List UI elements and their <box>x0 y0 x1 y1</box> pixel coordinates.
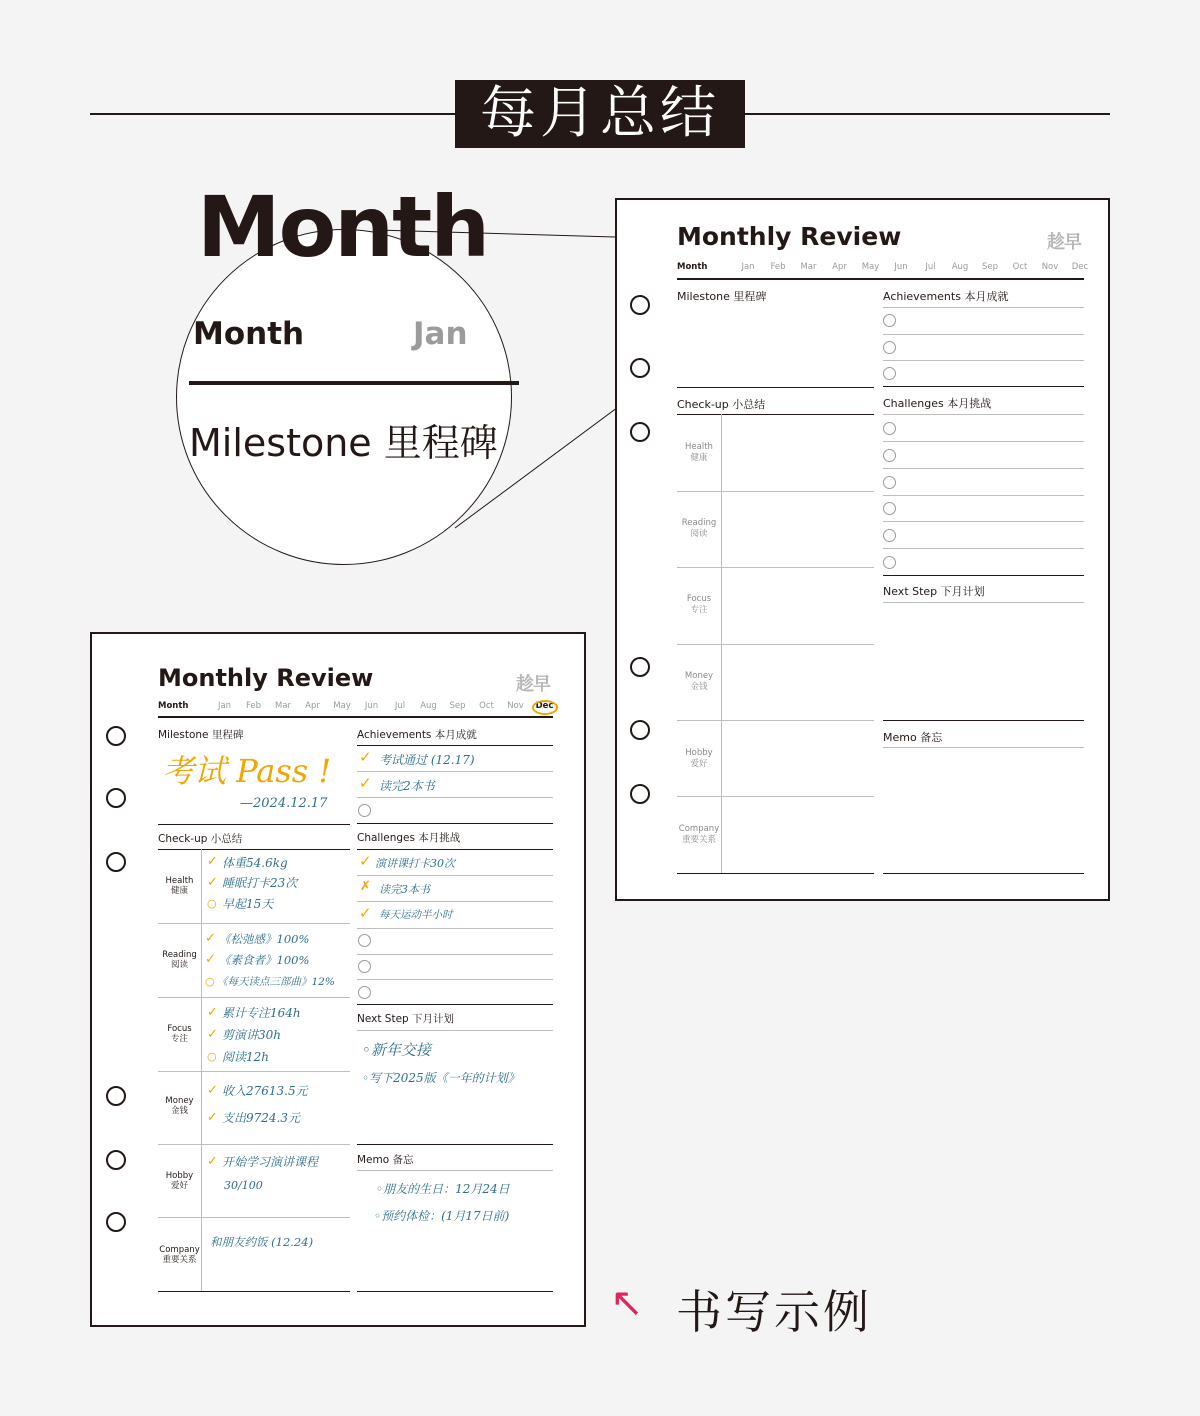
category-focus-en: Focus <box>167 1024 192 1034</box>
achievements-heading: Achievements 本月成就 <box>883 290 1009 303</box>
binder-hole <box>630 295 650 315</box>
achievement-checkbox[interactable] <box>883 314 896 327</box>
hobby-entry: 开始学习演讲课程 <box>222 1155 319 1169</box>
magnified-rule <box>189 381 519 385</box>
month-jul[interactable]: Jul <box>925 262 936 272</box>
example-caption: 书写示例 <box>676 1285 872 1339</box>
challenges-line <box>883 414 1084 415</box>
binder-hole <box>106 1150 126 1170</box>
health-entry: 睡眠打卡23次 <box>222 876 298 890</box>
next-step-entry: ◦写下2025版《一年的计划》 <box>362 1071 520 1085</box>
challenge-checkbox[interactable] <box>883 449 896 462</box>
month-selector <box>677 262 1095 272</box>
category-row-line <box>677 796 874 797</box>
challenge-checkbox[interactable] <box>883 422 896 435</box>
category-money-zh: 金钱 <box>690 682 708 692</box>
checkup-line <box>158 849 350 850</box>
category-focus-zh: 专注 <box>690 605 708 615</box>
challenge-checkbox[interactable] <box>883 529 896 542</box>
month-label: Month <box>158 701 189 711</box>
category-company-en: Company <box>678 824 720 834</box>
sheet-title: Monthly Review <box>158 664 374 692</box>
memo-bottom-line <box>883 873 1084 874</box>
category-health-en: Health <box>685 442 713 452</box>
milestone-bottom-line <box>158 824 350 825</box>
milestone-handwriting: 考试 Pass ! <box>162 752 332 790</box>
category-row-line <box>158 997 350 998</box>
done-mark: ✓ <box>205 931 216 946</box>
category-row-line <box>677 567 874 568</box>
ongoing-mark: ○ <box>207 897 217 910</box>
month-apr[interactable]: Apr <box>305 701 320 711</box>
achievements-line <box>357 797 553 798</box>
month-underline <box>158 716 553 718</box>
next-step-bottom-line <box>883 720 1084 721</box>
done-mark: ✓ <box>207 1083 218 1098</box>
month-dec[interactable]: Dec <box>1071 262 1089 272</box>
challenge-checkbox[interactable] <box>358 986 371 999</box>
challenges-line <box>357 849 553 850</box>
memo-heading: Memo 备忘 <box>357 1154 414 1166</box>
challenges-line <box>357 901 553 902</box>
month-dec[interactable]: Dec <box>535 701 554 711</box>
binder-hole <box>630 358 650 378</box>
blank-monthly-sheet <box>615 198 1110 901</box>
month-may[interactable]: May <box>861 262 880 272</box>
memo-bottom-line <box>357 1291 553 1292</box>
challenge-checkbox[interactable] <box>358 934 371 947</box>
milestone-date: —2024.12.17 <box>240 796 328 811</box>
achievements-bottom-line <box>883 386 1084 387</box>
challenges-line <box>357 928 553 929</box>
done-mark: ✓ <box>207 1005 218 1020</box>
category-money-en: Money <box>165 1096 194 1106</box>
memo-heading: Memo 备忘 <box>883 731 943 744</box>
month-mar[interactable]: Mar <box>800 262 817 272</box>
achievements-line <box>883 334 1084 335</box>
ongoing-mark: ○ <box>205 975 215 988</box>
month-sep[interactable]: Sep <box>981 262 999 272</box>
category-hobby-zh: 爱好 <box>690 759 708 769</box>
binder-hole <box>630 657 650 677</box>
challenges-bottom-line <box>883 575 1084 576</box>
achievements-bottom-line <box>357 823 553 824</box>
category-row-line <box>158 923 350 924</box>
month-label: Month <box>677 262 708 272</box>
binder-hole <box>630 422 650 442</box>
challenge-checkbox[interactable] <box>358 960 371 973</box>
category-row-line <box>677 644 874 645</box>
category-money-en: Money <box>684 671 714 681</box>
brand-logo: 趁早 <box>1047 232 1081 253</box>
month-apr[interactable]: Apr <box>832 262 847 272</box>
challenge-checkbox[interactable] <box>883 476 896 489</box>
challenge-entry: 读完3本书 <box>379 883 430 896</box>
category-hobby-en: Hobby <box>685 748 713 758</box>
focus-entry: 累计专注164h <box>222 1006 301 1020</box>
challenges-heading: Challenges 本月挑战 <box>357 832 461 844</box>
next-step-line <box>883 602 1084 603</box>
hobby-progress: 30/100 <box>224 1179 263 1192</box>
achievements-line <box>883 360 1084 361</box>
next-step-bottom-line <box>357 1144 553 1145</box>
magnified-title-fragment: Month <box>197 178 489 276</box>
checkup-bottom-line <box>677 873 874 874</box>
binder-hole <box>630 784 650 804</box>
magnified-month-label: Month <box>193 316 305 352</box>
month-may[interactable]: May <box>333 701 351 711</box>
done-mark: ✓ <box>207 875 218 890</box>
memo-entry: ◦预约体检：(1月17日前) <box>374 1209 510 1223</box>
month-nov[interactable]: Nov <box>1041 262 1059 272</box>
failed-mark: ✗ <box>360 879 371 894</box>
challenges-line <box>357 954 553 955</box>
month-jan[interactable]: Jan <box>741 262 755 272</box>
memo-line <box>883 747 1084 748</box>
focus-entry: 阅读12h <box>222 1050 269 1064</box>
next-step-entry: ◦新年交接 <box>362 1041 431 1059</box>
category-focus-zh: 专注 <box>170 1034 188 1044</box>
category-money-zh: 金钱 <box>170 1106 188 1116</box>
category-company-en: Company <box>159 1245 200 1255</box>
sheet-title: Monthly Review <box>677 222 902 251</box>
achievement-checkbox[interactable] <box>358 804 371 817</box>
checkup-heading: Check-up 小总结 <box>158 833 243 845</box>
reading-entry: 《素食者》100% <box>219 953 310 967</box>
month-jun[interactable]: Jun <box>364 701 379 711</box>
dec-circled-mark <box>532 700 558 715</box>
challenges-bottom-line <box>357 1004 553 1005</box>
magnifier-circle <box>176 178 512 565</box>
checkup-line <box>677 414 874 415</box>
binder-hole <box>106 1086 126 1106</box>
health-entry: 早起15天 <box>222 897 274 911</box>
checkup-bottom-line <box>158 1291 350 1292</box>
achievement-entry: 读完2本书 <box>379 779 435 793</box>
category-reading-zh: 阅读 <box>170 960 188 970</box>
achievements-heading: Achievements 本月成就 <box>357 729 477 741</box>
brand-logo: 趁早 <box>516 674 550 695</box>
memo-line <box>357 1170 553 1171</box>
company-entry: 和朋友约饭 (12.24) <box>210 1235 314 1249</box>
category-focus-en: Focus <box>686 594 712 604</box>
category-reading-en: Reading <box>162 950 197 960</box>
binder-hole <box>106 852 126 872</box>
category-reading-zh: 阅读 <box>690 529 708 539</box>
challenges-line <box>357 875 553 876</box>
page-title: 每月总结 <box>455 80 745 148</box>
challenges-line <box>883 468 1084 469</box>
category-company-zh: 重要关系 <box>162 1255 197 1265</box>
challenge-entry: 每天运动半小时 <box>379 909 453 921</box>
challenge-entry: 演讲课打卡30次 <box>375 857 455 870</box>
challenges-heading: Challenges 本月挑战 <box>883 397 992 410</box>
done-mark: ✓ <box>207 1110 218 1125</box>
month-feb[interactable]: Feb <box>770 262 786 272</box>
achievement-entry: 考试通过 (12.17) <box>379 753 475 767</box>
reading-entry: 《每天读点三部曲》12% <box>217 976 335 988</box>
next-step-heading: Next Step 下月计划 <box>883 585 985 598</box>
month-feb[interactable]: Feb <box>245 701 262 711</box>
milestone-heading: Milestone 里程碑 <box>158 729 244 741</box>
binder-hole <box>106 1212 126 1232</box>
category-row-line <box>677 491 874 492</box>
achievements-line <box>357 771 553 772</box>
category-health-zh: 健康 <box>690 453 708 463</box>
focus-entry: 剪演讲30h <box>222 1028 281 1042</box>
achievements-line <box>883 307 1084 308</box>
month-oct[interactable]: Oct <box>1012 262 1028 272</box>
money-entry: 收入27613.5元 <box>222 1084 308 1098</box>
category-health-zh: 健康 <box>170 886 188 896</box>
milestone-heading: Milestone 里程碑 <box>677 290 767 303</box>
checkup-heading: Check-up 小总结 <box>677 398 766 411</box>
category-row-line <box>158 1071 350 1072</box>
next-step-line <box>357 1030 553 1031</box>
category-row-line <box>158 1144 350 1145</box>
month-jun[interactable]: Jun <box>894 262 908 272</box>
month-jan[interactable]: Jan <box>217 701 232 711</box>
month-mar[interactable]: Mar <box>274 701 292 711</box>
health-entry: 体重54.6kg <box>222 856 288 870</box>
done-mark: ✓ <box>207 1027 218 1042</box>
binder-hole <box>630 720 650 740</box>
challenge-checkbox[interactable] <box>883 502 896 515</box>
next-step-heading: Next Step 下月计划 <box>357 1013 455 1025</box>
done-mark: ✓ <box>205 952 216 967</box>
challenges-line <box>883 441 1084 442</box>
challenges-line <box>883 495 1084 496</box>
memo-entry: ◦朋友的生日：12月24日 <box>376 1182 510 1196</box>
month-selector <box>158 701 559 711</box>
arrow-up-left-icon: ↖ <box>610 1280 644 1326</box>
example-monthly-sheet <box>90 632 586 1327</box>
done-mark: ✓ <box>359 748 372 766</box>
category-reading-en: Reading <box>681 518 717 528</box>
month-aug[interactable]: Aug <box>951 262 969 272</box>
money-entry: 支出9724.3元 <box>222 1111 300 1125</box>
done-mark: ✓ <box>359 774 372 792</box>
milestone-bottom-line <box>677 387 874 388</box>
month-jul[interactable]: Jul <box>394 701 406 711</box>
challenges-line <box>883 521 1084 522</box>
achievement-checkbox[interactable] <box>883 341 896 354</box>
reading-entry: 《松弛感》100% <box>219 932 310 946</box>
month-sep[interactable]: Sep <box>449 701 466 711</box>
challenges-line <box>357 979 553 980</box>
binder-hole <box>106 726 126 746</box>
month-oct[interactable]: Oct <box>479 701 494 711</box>
achievements-line <box>357 745 553 746</box>
month-underline <box>677 278 1084 280</box>
done-mark: ✓ <box>207 854 218 869</box>
category-hobby-zh: 爱好 <box>170 1181 188 1191</box>
done-mark: ✓ <box>359 852 372 870</box>
month-nov[interactable]: Nov <box>507 701 524 711</box>
category-company-zh: 重要关系 <box>681 835 716 845</box>
category-row-line <box>677 720 874 721</box>
category-row-line <box>158 1217 350 1218</box>
magnified-milestone: Milestone 里程碑 <box>189 421 498 465</box>
magnified-jan: Jan <box>413 316 468 352</box>
month-aug[interactable]: Aug <box>420 701 437 711</box>
binder-hole <box>106 788 126 808</box>
category-hobby-en: Hobby <box>165 1171 194 1181</box>
achievement-checkbox[interactable] <box>883 367 896 380</box>
challenge-checkbox[interactable] <box>883 556 896 569</box>
ongoing-mark: ○ <box>207 1050 217 1063</box>
done-mark: ✓ <box>359 904 372 922</box>
category-health-en: Health <box>165 876 194 886</box>
challenges-line <box>883 548 1084 549</box>
done-mark: ✓ <box>207 1154 218 1169</box>
